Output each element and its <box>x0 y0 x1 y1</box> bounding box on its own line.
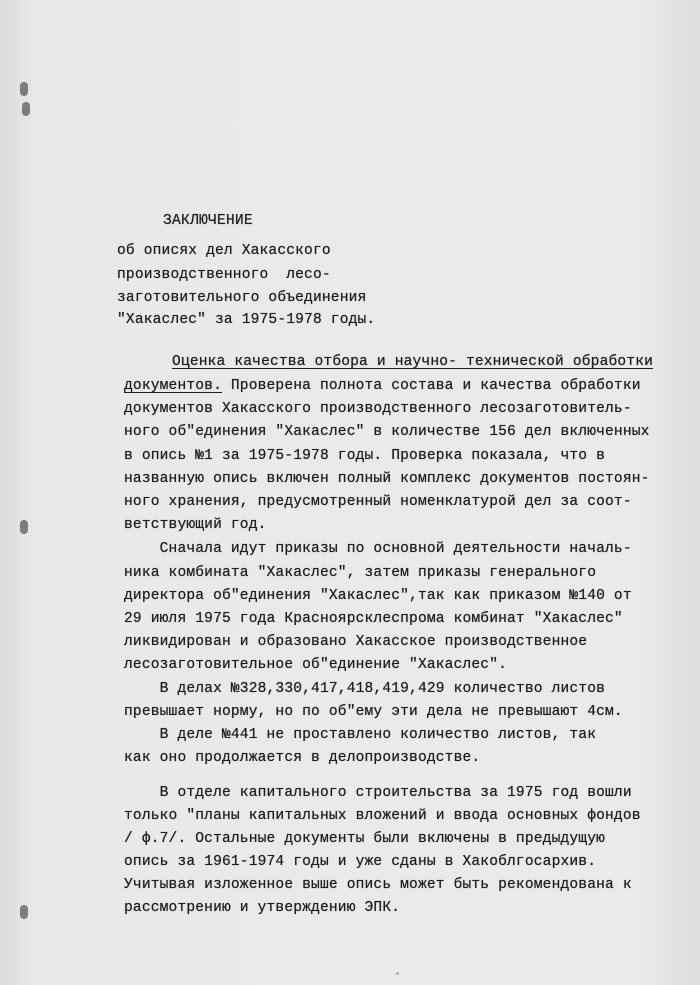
paragraph-5-line: опись за 1961-1974 годы и уже сданы в Хакоблгосархив. <box>124 854 597 870</box>
paragraph-2-line: Сначала идут приказы по основной деятельности началь- <box>124 541 632 557</box>
paragraph-1-line: ветствующий год. <box>124 517 267 533</box>
paragraph-3-line: превышает норму, но по об"ему эти дела не превышают 4см. <box>124 704 623 720</box>
binder-hole-upper <box>22 102 30 116</box>
paragraph-2-line: ника комбината "Хакаслес", затем приказы генерального <box>124 565 597 581</box>
binder-hole-top <box>20 82 28 96</box>
paragraph-4-line: как оно продолжается в делопроизводстве. <box>124 750 481 766</box>
paragraph-1-line: документов Хакасского производственного лесозаготовитель- <box>124 401 632 417</box>
paragraph-4-line: В деле №441 не проставлено количество листов, так <box>124 727 597 743</box>
paragraph-3-line: В делах №328,330,417,418,419,429 количество листов <box>124 681 606 697</box>
paragraph-1-line: ного об"единения "Хакаслес" в количестве 156 дел включенных <box>124 424 650 440</box>
paragraph-2-line: лесозаготовительное об"единение "Хакаслес". <box>124 657 508 673</box>
paper-speck <box>396 972 399 975</box>
paragraph-1-line-1 <box>124 377 641 395</box>
paragraph-1-line: ного хранения, предусмотренный номенклатурой дел за соот- <box>124 494 632 510</box>
binder-hole-bottom <box>20 905 28 919</box>
paragraph-5-line: рассмотрению и утверждению ЭПК. <box>124 900 401 916</box>
paragraph-2-line: директора об"единения "Хакаслес",так как приказом №140 от <box>124 588 632 604</box>
paragraph-1-start: Проверена полнота состава и качества обработки <box>221 378 641 394</box>
paragraph-1-line: в опись №1 за 1975-1978 годы. Проверка показала, что в <box>124 448 606 464</box>
section-heading: Оценка качества отбора и научно- технической обработки <box>172 354 654 370</box>
subtitle-line: заготовительного объединения <box>117 290 367 306</box>
subtitle-line: об описях дел Хакасского <box>117 243 331 259</box>
paragraph-5-line: Учитывая изложенное выше опись может быть рекомендована к <box>124 877 632 893</box>
section-heading-end: документов. <box>124 378 222 394</box>
paragraph-1-line: названную опись включен полный комплекс документов постоян- <box>124 471 650 487</box>
paragraph-2-line: 29 июля 1975 года Красноярсклеспрома комбинат "Хакаслес" <box>124 611 623 627</box>
subtitle-line: "Хакаслес" за 1975-1978 годы. <box>117 312 376 328</box>
subtitle-line: производственного лесо- <box>117 267 331 283</box>
paragraph-5-line: / ф.7/. Остальные документы были включены в предыдущую <box>124 831 606 847</box>
paragraph-5-line: В отделе капитального строительства за 1975 год вошли <box>124 785 632 801</box>
paragraph-2-line: ликвидирован и образовано Хакасское производственное <box>124 634 588 650</box>
document-title: ЗАКЛЮЧЕНИЕ <box>163 213 254 229</box>
paragraph-5-line: только "планы капитальных вложений и ввода основных фондов <box>124 808 641 824</box>
binder-hole-middle <box>20 520 28 534</box>
